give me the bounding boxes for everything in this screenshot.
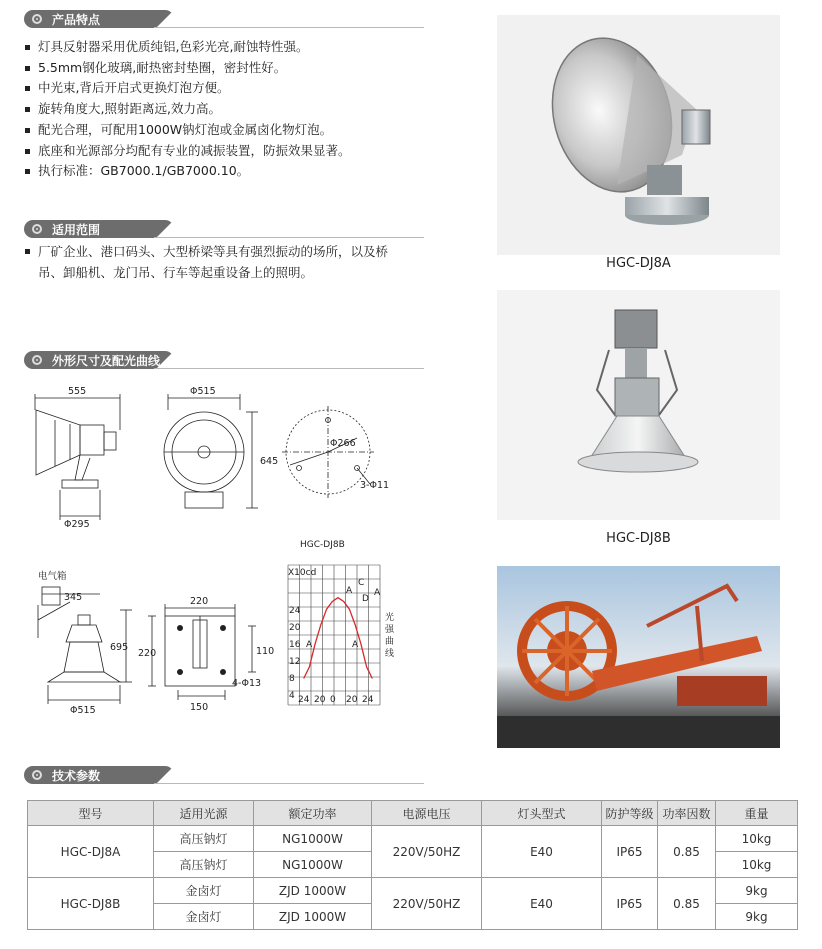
y-axis-label-char: 光 [385, 613, 395, 623]
column-header: 额定功率 [254, 801, 372, 826]
list-item: 中光束,背后开启式更换灯泡方便。 [24, 78, 351, 99]
list-item: 灯具反射器采用优质纯铝,色彩光亮,耐蚀特性强。 [24, 37, 351, 58]
curve-marker-label: C [358, 578, 365, 588]
dim-label: Φ515 [190, 386, 216, 397]
y-tick-label: 16 [289, 640, 301, 650]
x-tick-label: 24 [362, 695, 374, 705]
section-header-specs [24, 766, 404, 784]
scope-text: 厂矿企业、港口码头、大型桥梁等具有强烈振动的场所，以及桥吊、卸船机、龙门吊、行车等起重设备上的照明。 [24, 241, 404, 283]
column-header: 适用光源 [154, 801, 254, 826]
cell-source: 高压钠灯 [154, 826, 254, 852]
floodlight-photo [497, 15, 780, 255]
chart-unit: X10cd [288, 568, 317, 578]
column-header: 灯头型式 [482, 801, 602, 826]
dim-label: Φ515 [70, 705, 96, 716]
floodlight-front-drawing [164, 394, 258, 508]
x-tick-label: 20 [314, 695, 326, 705]
column-header: 重量 [716, 801, 798, 826]
section-header-features [24, 10, 404, 28]
dim-label: 220 [138, 648, 157, 659]
curve-marker-label: A [306, 640, 313, 650]
y-tick-label: 24 [289, 606, 301, 616]
curve-marker-label: D [362, 594, 369, 604]
column-header: 型号 [28, 801, 154, 826]
dim-label: 645 [260, 456, 279, 467]
table-header-row [28, 801, 798, 826]
light-intensity-curve [304, 598, 373, 679]
cell-weight: 9kg [716, 878, 798, 904]
cell-ip: IP65 [602, 878, 658, 930]
bucket-wheel-reclaimer-photo [497, 566, 780, 748]
cell-weight: 10kg [716, 852, 798, 878]
y-axis-label-char: 线 [385, 649, 395, 659]
photo-caption: HGC-DJ8B [606, 531, 671, 546]
table-row [28, 878, 798, 904]
list-item: 配光合理，可配用1000W钠灯泡或金属卤化物灯泡。 [24, 120, 351, 141]
section-title: 外形尺寸及配光曲线 [52, 354, 161, 368]
dim-label: 555 [68, 386, 87, 397]
cell-source: 金卤灯 [154, 878, 254, 904]
bullet-circle-icon [32, 14, 42, 24]
column-header: 防护等级 [602, 801, 658, 826]
x-tick-label: 24 [298, 695, 310, 705]
cell-source: 金卤灯 [154, 904, 254, 930]
dim-label: Φ295 [64, 519, 90, 530]
cell-power: ZJD 1000W [254, 878, 372, 904]
y-tick-label: 12 [289, 657, 301, 667]
cell-pf: 0.85 [658, 878, 716, 930]
x-tick-label: 0 [330, 695, 336, 705]
bullet-circle-icon [32, 770, 42, 780]
y-axis-label-char: 曲 [385, 637, 395, 647]
bullet-circle-icon [32, 224, 42, 234]
curve-marker-label: A [352, 640, 359, 650]
cell-voltage: 220V/50HZ [372, 826, 482, 878]
dim-label: 4-Φ13 [232, 678, 262, 689]
x-tick-label: 20 [346, 695, 358, 705]
photo-caption: HGC-DJ8A [606, 256, 671, 271]
y-tick-label: 4 [289, 691, 295, 701]
y-tick-label: 20 [289, 623, 301, 633]
list-item: 旋转角度大,照射距离远,效力高。 [24, 99, 351, 120]
dim-label: Φ266 [330, 438, 356, 449]
cell-weight: 9kg [716, 904, 798, 930]
cell-source: 高压钠灯 [154, 852, 254, 878]
curve-marker-label: A [374, 588, 381, 598]
section-title: 技术参数 [52, 769, 101, 783]
dim-label: 220 [190, 596, 209, 607]
column-header: 电源电压 [372, 801, 482, 826]
list-item: 底座和光源部分均配有专业的减振装置，防振效果显著。 [24, 141, 351, 162]
cell-weight: 10kg [716, 826, 798, 852]
dim-label: 电气箱 [38, 571, 67, 582]
section-header-dimensions [24, 351, 404, 369]
dim-label: 3-Φ11 [360, 480, 390, 491]
cell-pf: 0.85 [658, 826, 716, 878]
cell-cap: E40 [482, 878, 602, 930]
cell-ip: IP65 [602, 826, 658, 878]
chart-title: HGC-DJ8B [300, 540, 345, 550]
bullet-circle-icon [32, 355, 42, 365]
cell-model: HGC-DJ8A [28, 826, 154, 878]
dim-label: 110 [256, 646, 275, 657]
cell-power: NG1000W [254, 826, 372, 852]
cell-model: HGC-DJ8B [28, 878, 154, 930]
cell-cap: E40 [482, 826, 602, 878]
spec-table [27, 800, 798, 930]
section-header-scope [24, 220, 404, 238]
light-distribution-chart [280, 535, 400, 715]
feature-list [24, 37, 351, 182]
column-header: 功率因数 [658, 801, 716, 826]
cell-voltage: 220V/50HZ [372, 878, 482, 930]
y-axis-label-char: 强 [385, 625, 395, 635]
section-title: 适用范围 [52, 223, 101, 237]
floodlight-side-drawing [35, 394, 120, 520]
curve-marker-label: A [346, 586, 353, 596]
table-row [28, 826, 798, 852]
y-tick-label: 8 [289, 674, 295, 684]
list-item: 5.5mm钢化玻璃,耐热密封垫圈，密封性好。 [24, 58, 351, 79]
high-bay-lamp-photo [497, 290, 780, 520]
dim-label: 345 [64, 592, 83, 603]
dim-label: 150 [190, 702, 209, 713]
dim-label: 695 [110, 642, 129, 653]
cell-power: ZJD 1000W [254, 904, 372, 930]
cell-power: NG1000W [254, 852, 372, 878]
list-item: 执行标准：GB7000.1/GB7000.10。 [24, 161, 351, 182]
section-title: 产品特点 [52, 13, 101, 27]
